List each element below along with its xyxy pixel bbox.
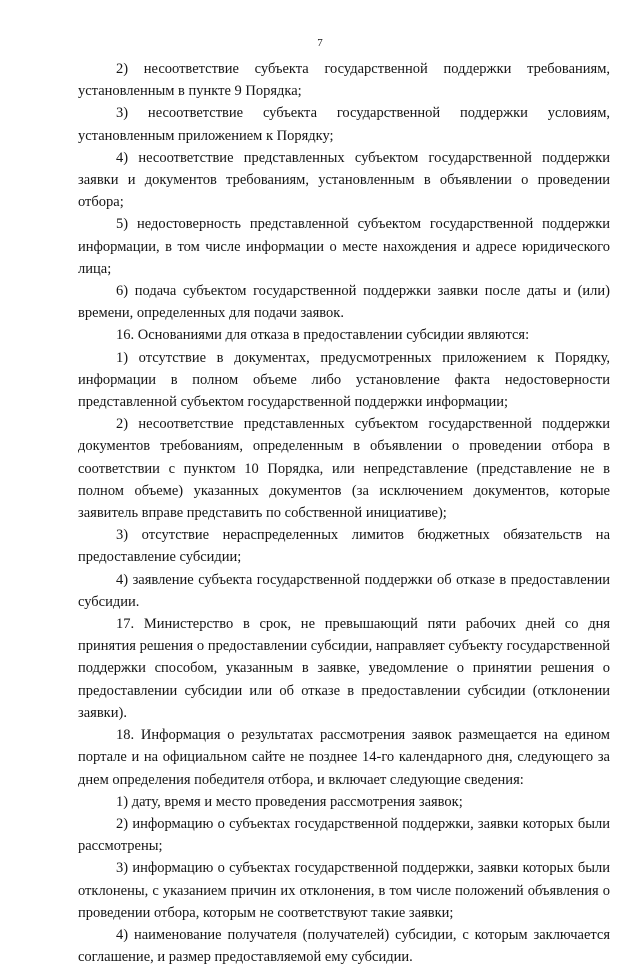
paragraph-item-2-requirements: 2) несоответствие субъекта государственной поддержки требованиям, установленным в пункте 9 Порядка;	[78, 61, 610, 100]
paragraph-item-5-unreliability: 5) недостоверность представленной субъектом государственной поддержки информации, в том числе информации о месте нахождения и адресе юридического лица;	[78, 216, 610, 277]
paragraph-clause-16-item-3: 3) отсутствие нераспределенных лимитов бюджетных обязательств на предоставление субсидии;	[78, 527, 610, 566]
paragraph-item-4-documents: 4) несоответствие представленных субъектом государственной поддержки заявки и документов требованиям, установленным в объявлении о проведении отбора;	[78, 149, 610, 211]
paragraph-clause-16-item-2: 2) несоответствие представленных субъектом государственной поддержки документов требованиям, определенным в объявлении о проведении отбора в соответствии с пунктом 10 Порядка, или непредставление (представление не в полном объеме) указанных документов (за исключением документов, которые заявитель вправе представить по собственной инициативе);	[78, 416, 610, 522]
document-body	[78, 58, 610, 968]
page-number: 7	[317, 37, 323, 49]
paragraph-clause-16-item-1: 1) отсутствие в документах, предусмотренных приложением к Порядку, информации в полном объеме либо установление факта недостоверности представленной субъектом государственной поддержки информации;	[78, 349, 610, 411]
paragraph-clause-17: 17. Министерство в срок, не превышающий пяти рабочих дней со дня принятия решения о предоставлении субсидии, направляет субъекту государственной поддержки способом, указанным в заявке, уведомление о принятии решения о предоставлении субсидии или об отказе в предоставлении субсидии (отклонении заявки).	[78, 616, 610, 721]
paragraph-clause-18-item-3: 3) информацию о субъектах государственной поддержки, заявки которых были отклонены, с указанием причин их отклонения, в том числе положений объявления о проведении отбора, которым не соответствуют такие заявки;	[78, 860, 610, 921]
paragraph-item-6-late-submission: 6) подача субъектом государственной поддержки заявки после даты и (или) времени, определенных для подачи заявок.	[78, 283, 610, 322]
paragraph-clause-18-item-4: 4) наименование получателя (получателей) субсидии, с которым заключается соглашение, и размер предоставляемой ему субсидии.	[78, 926, 610, 966]
paragraph-clause-18-item-1: 1) дату, время и место проведения рассмотрения заявок;	[116, 793, 463, 810]
paragraph-item-3-conditions: 3) несоответствие субъекта государственной поддержки условиям, установленным приложением к Порядку;	[78, 105, 610, 144]
paragraph-clause-16-item-4: 4) заявление субъекта государственной поддержки об отказе в предоставлении субсидии.	[78, 571, 610, 610]
paragraph-clause-18: 18. Информация о результатах рассмотрения заявок размещается на едином портале и на официальном сайте не позднее 14-го календарного дня, следующего за днем определения победителя отбора, и включает следующие сведения:	[78, 727, 610, 788]
paragraph-clause-16: 16. Основаниями для отказа в предоставлении субсидии являются:	[116, 327, 530, 344]
paragraph-clause-18-item-2: 2) информацию о субъектах государственной поддержки, заявки которых были рассмотрены;	[78, 815, 610, 855]
